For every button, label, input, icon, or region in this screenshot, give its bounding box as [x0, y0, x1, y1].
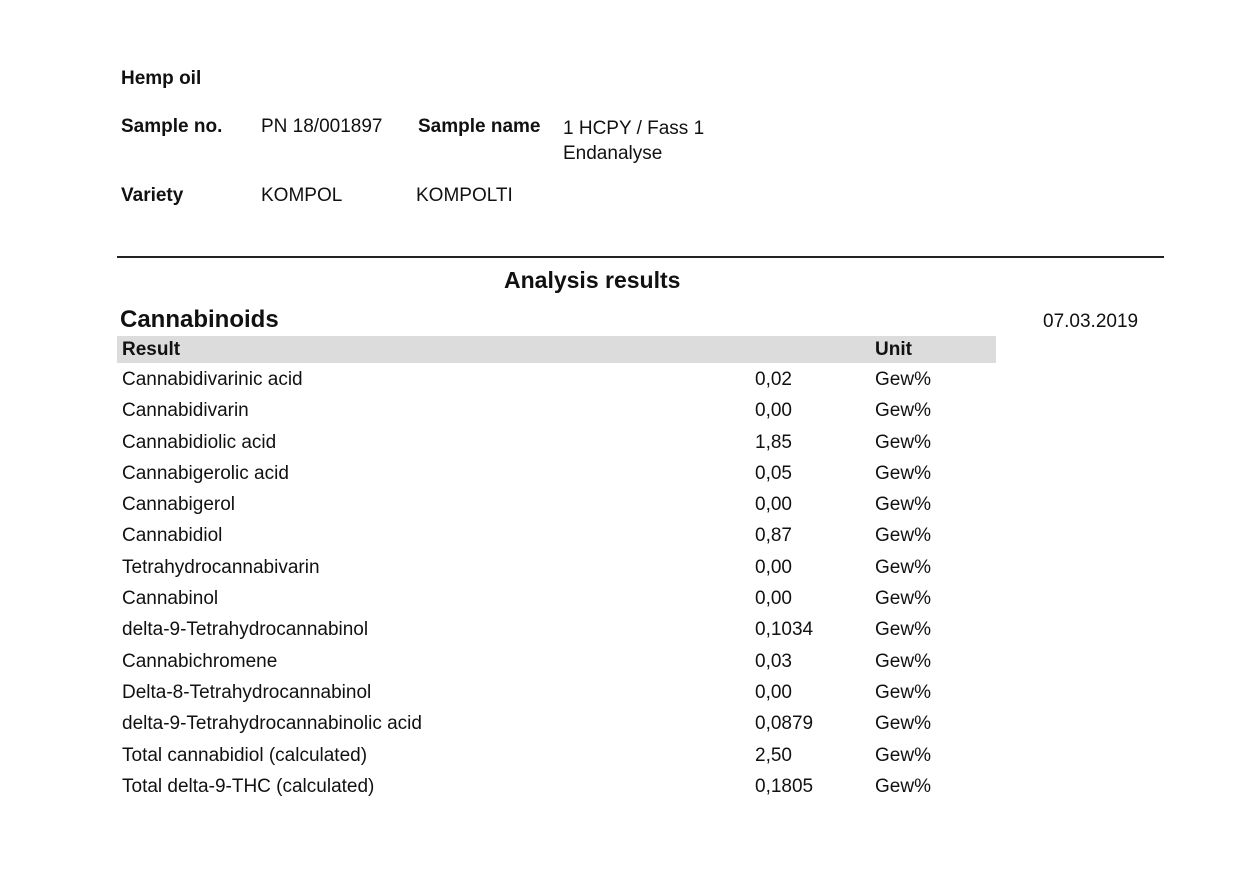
result-name: Cannabichromene [122, 650, 278, 672]
analysis-results-title: Analysis results [504, 267, 681, 293]
variety-label: Variety [121, 185, 184, 206]
result-unit: Gew% [875, 431, 931, 453]
sample-name-label: Sample name [418, 116, 541, 137]
result-name: Total delta-9-THC (calculated) [122, 775, 375, 797]
result-unit: Gew% [875, 494, 931, 516]
table-row [117, 396, 996, 427]
result-unit: Gew% [875, 713, 931, 735]
result-unit: Gew% [875, 744, 931, 766]
variety-name: KOMPOLTI [416, 185, 513, 206]
result-unit: Gew% [875, 650, 931, 672]
result-name: Tetrahydrocannabivarin [122, 556, 320, 578]
result-name: Delta-8-Tetrahydrocannabinol [122, 681, 372, 703]
result-name: Cannabinol [122, 588, 219, 610]
result-name: Cannabidiolic acid [122, 431, 277, 453]
result-name: Cannabidiol [122, 525, 223, 547]
result-unit: Gew% [875, 619, 931, 641]
table-row [117, 741, 996, 772]
report-date: 07.03.2019 [1043, 311, 1139, 332]
table-row [117, 521, 996, 552]
result-unit: Gew% [875, 400, 931, 422]
table-row [117, 615, 996, 646]
result-value: 2,50 [755, 744, 792, 766]
table-row [117, 459, 996, 490]
result-value: 0,0879 [755, 713, 814, 735]
result-value: 0,05 [755, 462, 792, 484]
result-unit: Gew% [875, 462, 931, 484]
table-row [117, 584, 996, 615]
sample-no-value: PN 18/001897 [261, 116, 383, 137]
result-value: 0,00 [755, 556, 792, 578]
result-value: 1,85 [755, 431, 792, 453]
category-title: Cannabinoids [120, 306, 279, 333]
table-row [117, 428, 996, 459]
table-row [117, 772, 996, 803]
result-name: Cannabigerolic acid [122, 462, 289, 484]
section-divider [117, 256, 1164, 258]
table-row [117, 647, 996, 678]
result-unit: Gew% [875, 588, 931, 610]
variety-code: KOMPOL [261, 185, 343, 206]
result-value: 0,00 [755, 400, 792, 422]
result-name: delta-9-Tetrahydrocannabinolic acid [122, 713, 422, 735]
result-value: 0,00 [755, 681, 792, 703]
table-row [117, 365, 996, 396]
result-name: Total cannabidiol (calculated) [122, 744, 368, 766]
table-row [117, 709, 996, 740]
result-value: 0,02 [755, 369, 792, 390]
sample-no-label: Sample no. [121, 116, 223, 137]
table-row [117, 490, 996, 521]
result-value: 0,1034 [755, 619, 814, 641]
result-value: 0,87 [755, 525, 792, 547]
results-table-body [117, 365, 996, 803]
result-name: Cannabidivarin [122, 400, 249, 422]
result-value: 0,1805 [755, 775, 814, 797]
sample-name-line-1: 1 HCPY / Fass 1 [563, 118, 705, 139]
column-header-unit: Unit [875, 339, 912, 360]
result-unit: Gew% [875, 775, 931, 797]
result-name: delta-9-Tetrahydrocannabinol [122, 619, 369, 641]
result-value: 0,03 [755, 650, 792, 672]
product-title: Hemp oil [121, 68, 202, 89]
table-row [117, 678, 996, 709]
result-unit: Gew% [875, 525, 931, 547]
column-header-result: Result [122, 339, 181, 360]
result-name: Cannabigerol [122, 494, 236, 516]
result-unit: Gew% [875, 681, 931, 703]
result-value: 0,00 [755, 588, 792, 610]
result-value: 0,00 [755, 494, 792, 516]
result-unit: Gew% [875, 369, 931, 390]
result-unit: Gew% [875, 556, 931, 578]
results-table-header [117, 336, 996, 363]
sample-name-line-2: Endanalyse [563, 143, 663, 164]
sample-name-value [563, 116, 704, 166]
result-name: Cannabidivarinic acid [122, 369, 303, 390]
table-row [117, 553, 996, 584]
